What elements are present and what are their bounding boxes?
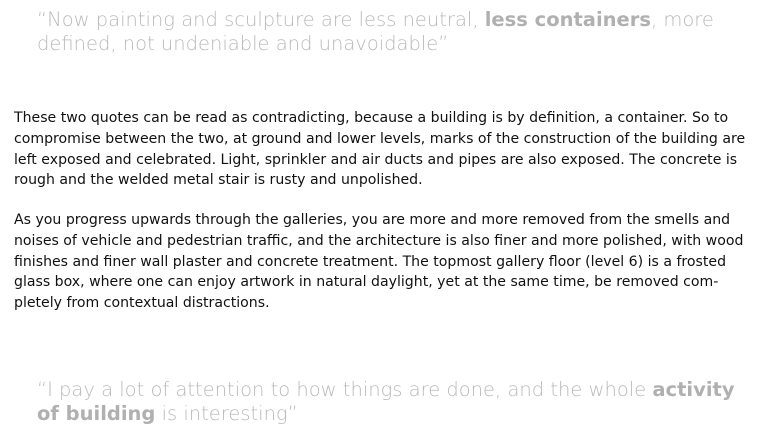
quote-bottom-line-2 xyxy=(37,402,737,426)
paragraph-line: left exposed and celebrated. Light, sprinkler and air ducts and pipes are also exposed. The concrete is xyxy=(14,151,738,168)
paragraph-line: rough and the welded metal stair is rusty and unpolished. xyxy=(14,172,423,189)
paragraph-line: noises of vehicle and pedestrian traffic, and the architecture is also finer and more polished, with wood xyxy=(14,232,744,249)
quote-top-text-end: , more xyxy=(650,8,714,31)
quote-bottom-emphasis-2: of building xyxy=(37,402,156,425)
paragraph-line: finishes and finer wall plaster and concrete treatment. The topmost gallery floor (level 6) is a frosted xyxy=(14,253,727,270)
quote-bottom-line-1 xyxy=(37,378,737,402)
body-paragraph-2 xyxy=(14,210,760,314)
paragraph-line: pletely from contextual distractions. xyxy=(14,295,270,312)
paragraph-line: These two quotes can be read as contradicting, because a building is by definition, a container. So to xyxy=(14,110,729,126)
paragraph-line: glass box, where one can enjoy artwork in natural daylight, yet at the same time, be removed com- xyxy=(14,274,719,291)
paragraph-line: As you progress upwards through the galleries, you are more and more removed from the smells and xyxy=(14,212,731,228)
quote-bottom-text-end: is interesting” xyxy=(155,402,298,425)
quote-top-text: “Now painting and sculpture are less neutral, xyxy=(37,8,485,31)
quote-top xyxy=(37,8,737,56)
quote-top-line-2: defined, not undeniable and unavoidable” xyxy=(37,32,449,55)
quote-top-emphasis: less containers xyxy=(484,8,651,31)
quote-top-line-1 xyxy=(37,8,737,32)
quote-bottom-text: “I pay a lot of attention to how things are done, and the whole xyxy=(37,378,653,401)
quote-bottom-emphasis: activity xyxy=(652,378,735,401)
paragraph-line: compromise between the two, at ground and lower levels, marks of the construction of the building are xyxy=(14,130,746,147)
body-paragraph-1 xyxy=(14,108,760,191)
quote-bottom xyxy=(37,378,737,426)
